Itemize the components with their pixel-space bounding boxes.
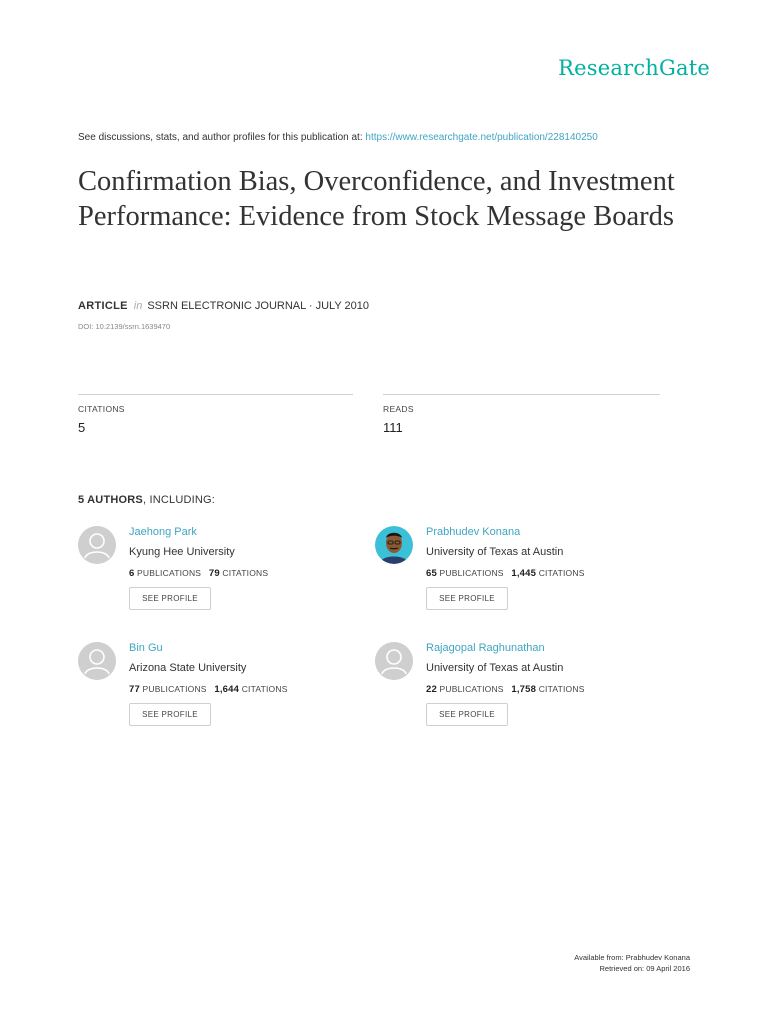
publications-count: 22: [426, 684, 437, 695]
author-card: [78, 642, 378, 752]
author-institution: University of Texas at Austin: [426, 662, 564, 674]
citations-label: CITATIONS: [78, 404, 125, 414]
citations-label: CITATIONS: [241, 684, 288, 694]
citations-label: CITATIONS: [222, 568, 269, 578]
author-name[interactable]: Jaehong Park: [129, 526, 197, 538]
default-avatar-icon[interactable]: [78, 642, 116, 680]
divider-reads: [383, 394, 660, 395]
doi: DOI: 10.2139/ssrn.1639470: [78, 322, 171, 331]
citations-count: 79: [208, 568, 220, 579]
citations-count: 1,758: [511, 684, 537, 695]
see-profile-button[interactable]: SEE PROFILE: [129, 587, 211, 610]
author-name[interactable]: Rajagopal Raghunathan: [426, 642, 545, 654]
publication-link[interactable]: https://www.researchgate.net/publication/228140250: [365, 132, 598, 143]
authors-suffix: , INCLUDING:: [142, 494, 216, 506]
author-institution: Arizona State University: [129, 662, 247, 674]
author-card: [375, 642, 675, 752]
journal-name[interactable]: SSRN ELECTRONIC JOURNAL · JULY 2010: [147, 300, 370, 312]
citations-label: CITATIONS: [538, 568, 585, 578]
author-card: [78, 526, 378, 636]
author-institution: Kyung Hee University: [129, 546, 235, 558]
citations-value: 5: [78, 420, 86, 435]
reads-label: READS: [383, 404, 414, 414]
publications-label: PUBLICATIONS: [142, 684, 207, 694]
author-stats: [426, 684, 585, 695]
see-profile-button[interactable]: SEE PROFILE: [426, 703, 508, 726]
publication-type: ARTICLE: [78, 300, 128, 312]
author-card: [375, 526, 675, 636]
publications-count: 6: [129, 568, 135, 579]
author-photo[interactable]: [375, 526, 413, 564]
author-stats: [129, 684, 288, 695]
reads-value: 111: [383, 420, 403, 435]
authors-heading: [78, 494, 215, 506]
publications-label: PUBLICATIONS: [439, 568, 504, 578]
retrieved-on: Retrieved on: 09 April 2016: [599, 964, 690, 973]
publications-count: 77: [129, 684, 140, 695]
author-stats: [426, 568, 585, 579]
discussion-prefix: See discussions, stats, and author profiles for this publication at:: [78, 132, 363, 143]
citations-label: CITATIONS: [538, 684, 585, 694]
divider-citations: [78, 394, 353, 395]
publications-count: 65: [426, 568, 437, 579]
author-name[interactable]: Prabhudev Konana: [426, 526, 521, 538]
available-from: Available from: Prabhudev Konana: [574, 953, 690, 962]
see-profile-button[interactable]: SEE PROFILE: [426, 587, 508, 610]
footer-info: [574, 952, 690, 974]
author-institution: University of Texas at Austin: [426, 546, 564, 558]
discussion-line: [78, 132, 598, 143]
in-word: in: [133, 300, 143, 312]
authors-count: 5 AUTHORS: [78, 494, 143, 506]
citations-count: 1,644: [214, 684, 240, 695]
default-avatar-icon[interactable]: [78, 526, 116, 564]
publications-label: PUBLICATIONS: [439, 684, 504, 694]
researchgate-logo[interactable]: ResearchGate: [558, 56, 710, 80]
author-name[interactable]: Bin Gu: [129, 642, 163, 654]
author-stats: [129, 568, 268, 579]
see-profile-button[interactable]: SEE PROFILE: [129, 703, 211, 726]
publications-label: PUBLICATIONS: [137, 568, 202, 578]
publication-meta: [78, 300, 369, 312]
default-avatar-icon[interactable]: [375, 642, 413, 680]
citations-count: 1,445: [511, 568, 537, 579]
publication-title: Confirmation Bias, Overconfidence, and Investment Performance: Evidence from Stock Message Boards: [78, 166, 675, 232]
